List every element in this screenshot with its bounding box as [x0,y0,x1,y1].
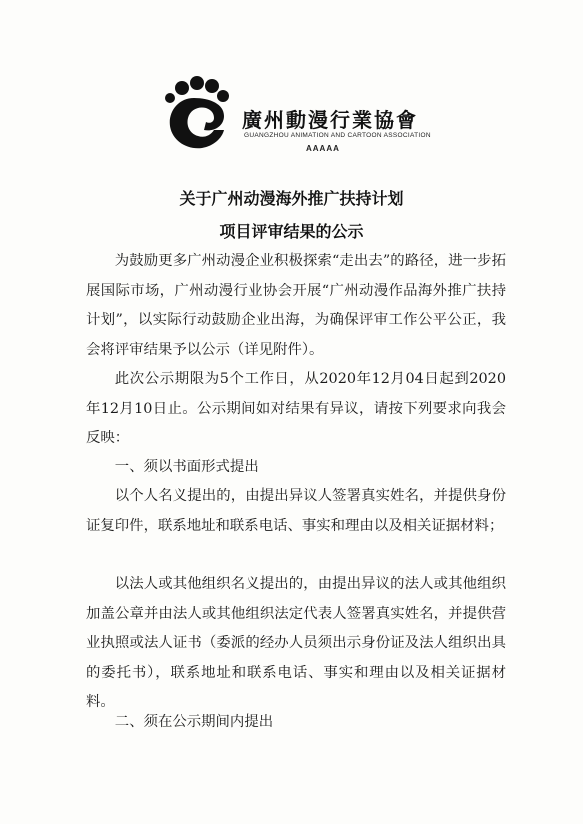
logo-mark-icon [160,74,244,158]
logo-chinese-name: 廣州動漫行業協會 [242,108,418,132]
logo-rating: AAAAA [306,144,340,153]
section-heading-2: 二、须在公示期间内提出 [114,714,274,730]
document-title-line-1: 关于广州动漫海外推广扶持计划 [179,189,404,208]
document-title-line-2: 项目评审结果的公示 [219,222,364,241]
section-heading-1: 一、须以书面形式提出 [114,459,259,475]
association-logo [160,74,450,160]
paragraph-organization: 以法人或其他组织名义提出的，由提出异议的法人或其他组织加盖公章并由法人或其他组织法定代表人签署真实姓名，并提供营业执照或法人证书（委派的经办人员须出示身份证及法人组织出具的委托书），联系地址和联系电话、事实和理由以及相关证据材料。 [86,576,506,710]
logo-english-name: GUANGZHOU ANIMATION AND CARTOON ASSOCIATION [244,132,431,139]
paragraph-individual: 以个人名义提出的，由提出异议人签署真实姓名，并提供身份证复印件，联系地址和联系电话、事实和理由以及相关证据材料； [86,488,506,534]
paragraph-intro: 为鼓励更多广州动漫企业积极探索“走出去”的路径，进一步拓展国际市场，广州动漫行业协会开展“广州动漫作品海外推广扶持计划”，以实际行动鼓励企业出海，为确保评审工作公平公正，我会将评审结果予以公示（详见附件）。 [86,253,506,358]
paragraph-period: 此次公示期限为5个工作日，从2020年12月04日起到2020年12月10日止。公示期间如对结果有异议，请按下列要求向我会反映： [86,371,506,446]
